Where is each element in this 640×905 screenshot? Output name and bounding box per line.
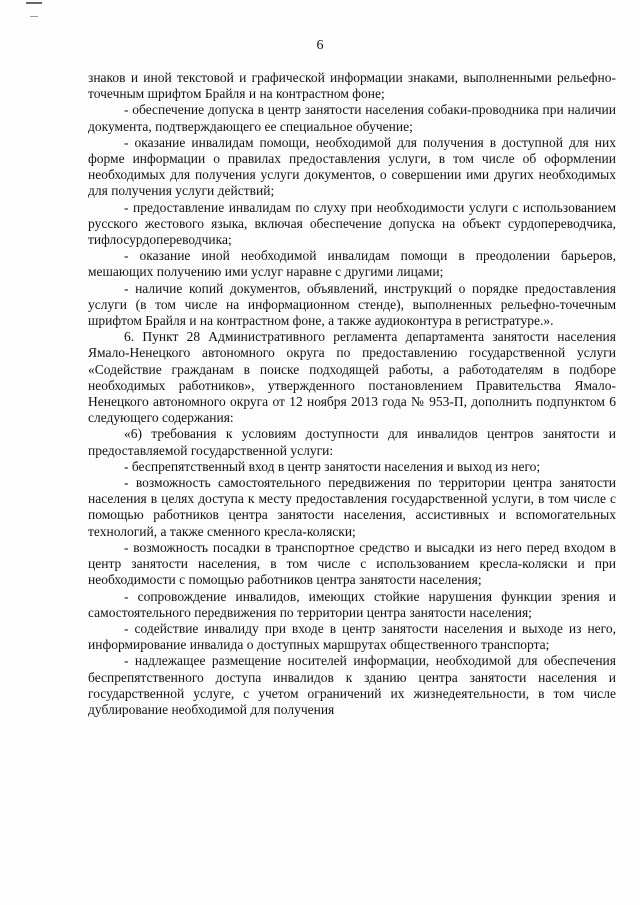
- paragraph: - возможность посадки в транспортное средство и высадки из него перед входом в центр занятости населения, в том числе с использованием кресла-коляски и при необходимости с помощью работников центра занятости населения;: [88, 539, 616, 588]
- scan-artifact-mark: [30, 16, 38, 17]
- document-body: [88, 70, 616, 718]
- paragraph: - беспрепятственный вход в центр занятости населения и выход из него;: [124, 458, 541, 474]
- paragraph: - содействие инвалиду при входе в центр занятости населения и выходе из него, информирование инвалида о доступных маршрутах общественного транспорта;: [88, 620, 616, 653]
- paragraph: «6) требования к условиям доступности для инвалидов центров занятости и предоставляемой государственной услуги:: [88, 426, 616, 458]
- paragraph: - наличие копий документов, объявлений, инструкций о порядке предоставления услуги (в том числе на информационном стенде), выполненных рельефно-точечным шрифтом Брайля и на контрастном фоне, а также аудиоконтура в регистратуре.».: [88, 280, 616, 329]
- paragraph: - надлежащее размещение носителей информации, необходимой для обеспечения беспрепятственного доступа инвалидов к зданию центра занятости населения и государственной услуге, с учетом ограничений их жизнедеятельности, в том числе дублирование необходимой для получения: [88, 653, 616, 717]
- paragraph: - предоставление инвалидам по слуху при необходимости услуги с использованием русского жестового языка, включая обеспечение допуска на объект сурдопереводчика, тифлосурдопереводчика;: [88, 199, 616, 248]
- scan-artifact-mark: [26, 2, 42, 4]
- page-number: 6: [316, 38, 324, 53]
- paragraph: знаков и иной текстовой и графической информации знаками, выполненными рельефно-точечным шрифтом Брайля и на контрастном фоне;: [88, 70, 616, 102]
- paragraph: - обеспечение допуска в центр занятости населения собаки-проводника при наличии документа, подтверждающего ее специальное обучение;: [88, 102, 616, 134]
- paragraph: - оказание инвалидам помощи, необходимой для получения в доступной для них форме информации о правилах предоставления услуги, в том числе об оформлении необходимых для получения услуги документов, о совершении ими других необходимых для получения услуги действий;: [88, 134, 616, 199]
- paragraph: - оказание иной необходимой инвалидам помощи в преодолении барьеров, мешающих получению ими услуг наравне с другими лицами;: [88, 248, 616, 280]
- paragraph: - сопровождение инвалидов, имеющих стойкие нарушения функции зрения и самостоятельного передвижения по территории центра занятости населения;: [88, 588, 616, 620]
- paragraph: 6. Пункт 28 Административного регламента департамента занятости населения Ямало-Ненецкого автономного округа по предоставлению государственной услуги «Содействие гражданам в поиске подходящей работы, а работодателям в подборе необходимых работников», утвержденного постановлением Правительства Ямало-Ненецкого автономного округа от 12 ноября 2013 года № 953-П, дополнить подпунктом 6 следующего содержания:: [88, 329, 616, 426]
- paragraph: - возможность самостоятельного передвижения по территории центра занятости населения в целях доступа к месту предоставления государственной услуги, в том числе с помощью работников центра занятости населения, ассистивных и вспомогательных технологий, а также сменного кресла-коляски;: [88, 475, 616, 539]
